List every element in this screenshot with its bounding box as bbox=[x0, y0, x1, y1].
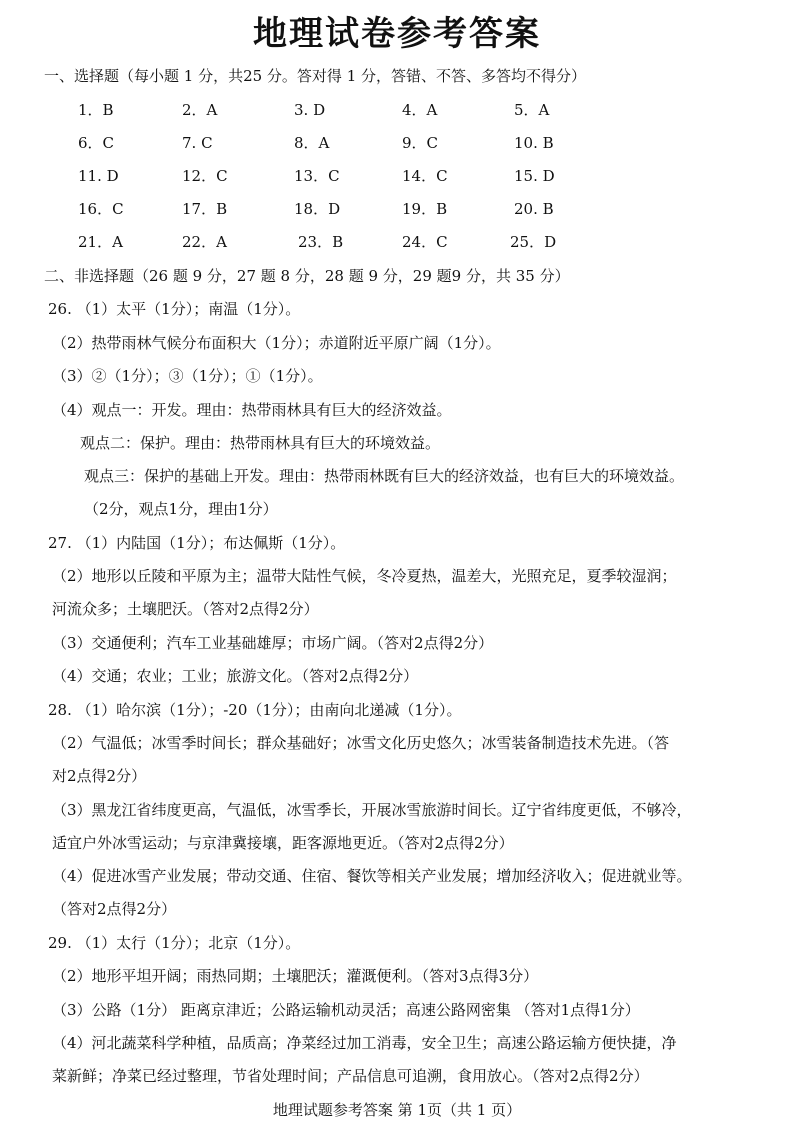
mc-answer: 19．B bbox=[402, 200, 448, 218]
mc-answer: 11. D bbox=[78, 167, 119, 185]
mc-answer: 6．C bbox=[78, 134, 115, 152]
mc-answer: 1．B bbox=[78, 101, 114, 119]
q26-scoring: （2分，观点1分，理由1分） bbox=[84, 500, 278, 518]
q28-part2-cont: 对2点得2分） bbox=[52, 767, 147, 785]
q26-view3: 观点三：保护的基础上开发。理由：热带雨林既有巨大的经济效益，也有巨大的环境效益。 bbox=[84, 467, 685, 485]
mc-answer: 22．A bbox=[182, 233, 227, 251]
q27-part4: （4）交通；农业；工业；旅游文化。（答对2点得2分） bbox=[52, 667, 419, 685]
mc-answer: 23．B bbox=[298, 233, 344, 251]
mc-answer: 10. B bbox=[514, 134, 554, 152]
section2-heading: 二、非选择题（26 题 9 分，27 题 8 分，28 题 9 分，29 题9 分，共 35 分） bbox=[44, 267, 570, 285]
q26-part4: （4）观点一：开发。理由：热带雨林具有巨大的经济效益。 bbox=[52, 401, 452, 419]
mc-answer: 16．C bbox=[78, 200, 124, 218]
mc-answer: 3. D bbox=[294, 101, 326, 119]
mc-answer: 17．B bbox=[182, 200, 228, 218]
q28-part2: （2）气温低；冰雪季时间长；群众基础好；冰雪文化历史悠久；冰雪装备制造技术先进。（答 bbox=[52, 734, 670, 752]
mc-answer: 5．A bbox=[514, 101, 550, 119]
q26-part3: （3）②（1分）；③（1分）；①（1分）。 bbox=[52, 367, 323, 385]
mc-answer: 15. D bbox=[514, 167, 555, 185]
q27-part3: （3）交通便利；汽车工业基础雄厚；市场广阔。（答对2点得2分） bbox=[52, 634, 494, 652]
q28-part3-cont: 适宜户外冰雪运动；与京津冀接壤，距客源地更近。（答对2点得2分） bbox=[52, 834, 514, 852]
mc-answer: 18．D bbox=[294, 200, 341, 218]
page-title: 地理试卷参考答案 bbox=[253, 14, 541, 54]
q28-part4: （4）促进冰雪产业发展；带动交通、住宿、餐饮等相关产业发展；增加经济收入；促进就业等。 bbox=[52, 867, 692, 885]
mc-answer: 24．C bbox=[402, 233, 448, 251]
section1-heading: 一、选择题（每小题 1 分，共25 分。答对得 1 分，答错、不答、多答均不得分） bbox=[44, 67, 587, 85]
mc-answer: 14．C bbox=[402, 167, 448, 185]
q29-part2: （2）地形平坦开阔；雨热同期；土壤肥沃；灌溉便利。（答对3点得3分） bbox=[52, 967, 539, 985]
page-footer: 地理试题参考答案 第 1页（共 1 页） bbox=[272, 1101, 522, 1119]
mc-answer: 7. C bbox=[182, 134, 213, 152]
mc-answer: 13．C bbox=[294, 167, 340, 185]
q29-part4: （4）河北蔬菜科学种植，品质高；净菜经过加工消毒，安全卫生；高速公路运输方便快捷，净 bbox=[52, 1034, 677, 1052]
q26-view2: 观点二：保护。理由：热带雨林具有巨大的环境效益。 bbox=[80, 434, 441, 452]
q29-part4-cont: 菜新鲜；净菜已经过整理，节省处理时间；产品信息可追溯，食用放心。（答对2点得2分） bbox=[52, 1067, 649, 1085]
q28-part1: 28. （1）哈尔滨（1分）；-20（1分）；由南向北递减（1分）。 bbox=[48, 701, 462, 719]
mc-answer: 9．C bbox=[402, 134, 439, 152]
mc-answer: 20. B bbox=[514, 200, 554, 218]
q27-part2-cont: 河流众多；土壤肥沃。（答对2点得2分） bbox=[52, 600, 319, 618]
q26-part2: （2）热带雨林气候分布面积大（1分）；赤道附近平原广阔（1分）。 bbox=[52, 334, 501, 352]
mc-answer: 8．A bbox=[294, 134, 330, 152]
q29-part3: （3）公路（1分） 距离京津近；公路运输机动灵活；高速公路网密集 （答对1点得1分） bbox=[52, 1001, 640, 1019]
mc-answer: 2．A bbox=[182, 101, 218, 119]
q28-part3: （3）黑龙江省纬度更高，气温低，冰雪季长，开展冰雪旅游时间长。辽宁省纬度更低，不够冷， bbox=[52, 801, 692, 819]
mc-answer: 21．A bbox=[78, 233, 123, 251]
q26-part1: 26. （1）太平（1分）；南温（1分）。 bbox=[48, 300, 301, 318]
mc-answer: 12．C bbox=[182, 167, 228, 185]
mc-answer: 25．D bbox=[510, 233, 557, 251]
q28-part4-cont: （答对2点得2分） bbox=[52, 900, 177, 918]
q27-part1: 27. （1）内陆国（1分）；布达佩斯（1分）。 bbox=[48, 534, 346, 552]
q27-part2: （2）地形以丘陵和平原为主；温带大陆性气候，冬冷夏热，温差大，光照充足，夏季较湿润； bbox=[52, 567, 677, 585]
q29-part1: 29. （1）太行（1分）；北京（1分）。 bbox=[48, 934, 301, 952]
mc-answer: 4．A bbox=[402, 101, 438, 119]
